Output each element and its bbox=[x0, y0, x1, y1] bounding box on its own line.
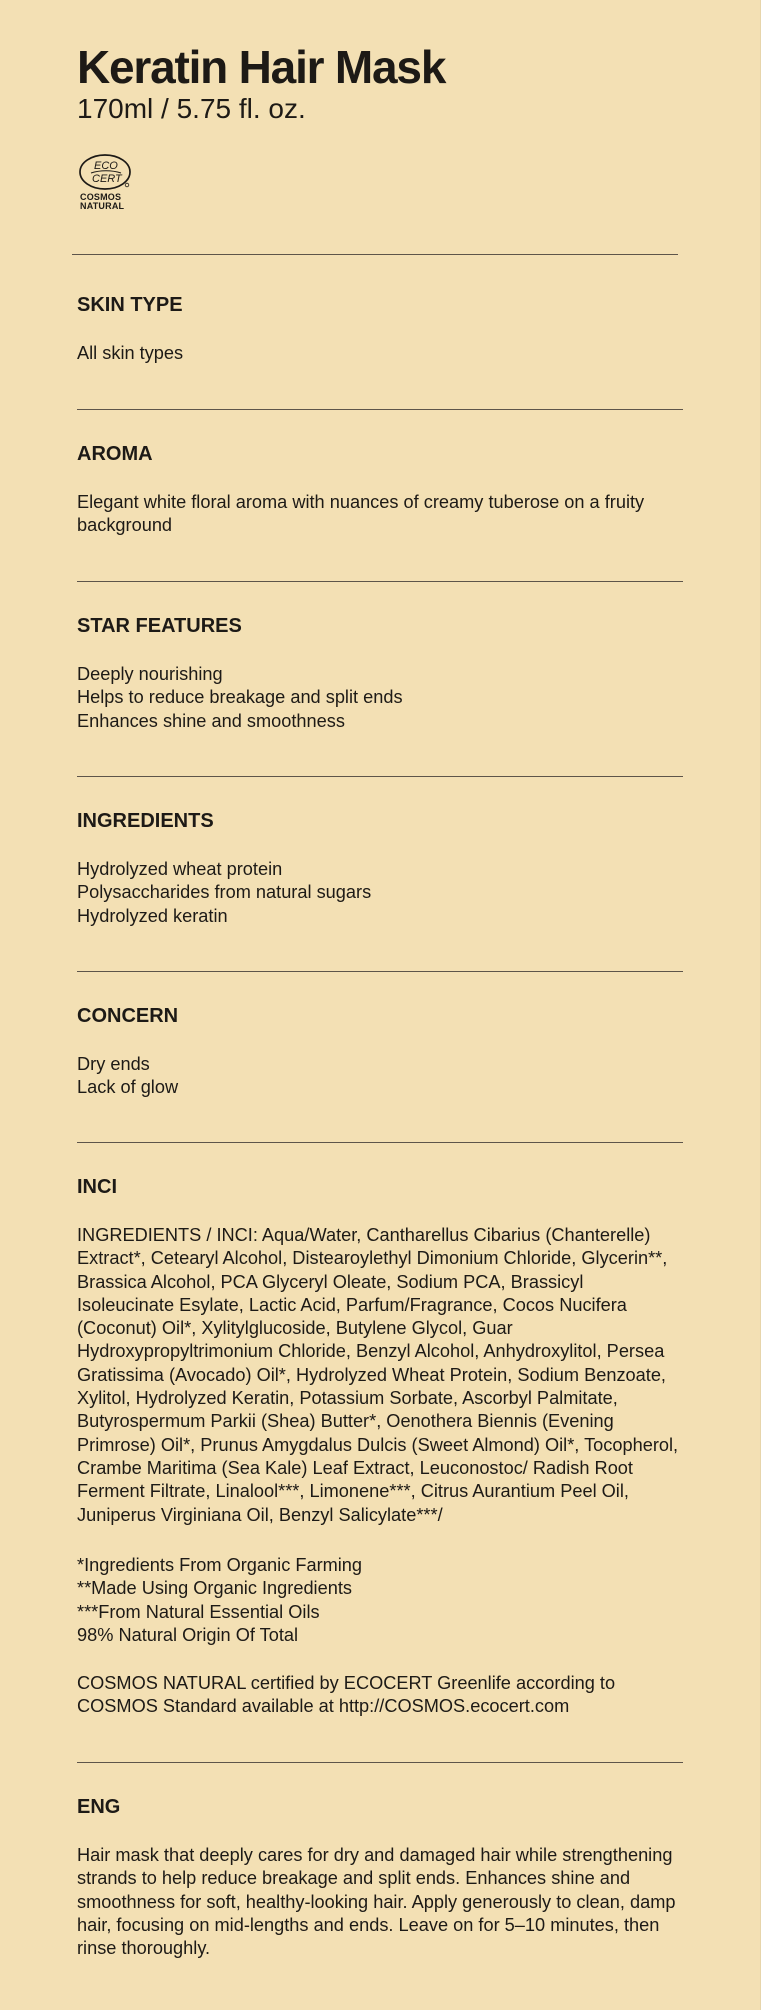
star-features-heading: STAR FEATURES bbox=[77, 615, 242, 637]
ecocert-logo-cert-text: CERT bbox=[92, 173, 122, 185]
ecocert-logo-eco-text: ECO bbox=[94, 160, 118, 172]
inci-heading: INCI bbox=[77, 1176, 117, 1198]
skin-type-heading: SKIN TYPE bbox=[77, 294, 183, 316]
product-volume: 170ml / 5.75 fl. oz. bbox=[77, 93, 306, 124]
ingredients-list bbox=[77, 858, 687, 928]
product-title: Keratin Hair Mask bbox=[77, 41, 446, 93]
english-description: Hair mask that deeply cares for dry and damaged hair while strengthening strands to help reduce breakage and split ends. Enhances shine and smoothness for soft, healthy-looking hair. Apply generously to clean, damp hair, focusing on mid-lengths and ends. Leave on for 5–10 minutes, then rinse thoroughly. bbox=[77, 1845, 676, 1959]
star-feature-item: Helps to reduce breakage and split ends bbox=[77, 687, 403, 708]
star-features-list bbox=[77, 663, 687, 733]
ecocert-seal-icon bbox=[78, 151, 136, 193]
ingredient-item: Hydrolyzed keratin bbox=[77, 905, 228, 926]
inci-note-item: *Ingredients From Organic Farming bbox=[77, 1555, 363, 1575]
concern-item: Lack of glow bbox=[77, 1077, 179, 1098]
section-divider bbox=[77, 971, 683, 972]
star-feature-item: Deeply nourishing bbox=[77, 664, 223, 684]
inci-note-item: ***From Natural Essential Oils bbox=[77, 1601, 320, 1622]
section-divider bbox=[77, 409, 683, 410]
concern-heading: CONCERN bbox=[77, 1005, 179, 1027]
cosmos-natural-label bbox=[80, 193, 136, 211]
section-divider bbox=[72, 254, 678, 255]
section-divider bbox=[77, 581, 683, 582]
inci-notes-list bbox=[77, 1554, 687, 1647]
concern-list bbox=[77, 1053, 687, 1100]
inci-note-item: **Made Using Organic Ingredients bbox=[77, 1578, 352, 1599]
concern-item: Dry ends bbox=[77, 1054, 150, 1074]
cosmos-label-line: COSMOS bbox=[80, 192, 122, 202]
inci-ingredients-paragraph: INGREDIENTS / INCI: Aqua/Water, Cantharellus Cibarius (Chanterelle) Extract*, Cetearyl Alcohol, Distearoylethyl Dimonium Chloride, Glycerin**, Brassica Alcohol, PCA Glyceryl Oleate, Sodium PCA, Brassicyl Isoleucinate Esylate, Lactic Acid, Parfum/Fragrance, Cocos Nucifera (Coconut) Oil*, Xylitylglucoside, Butylene Glycol, Guar Hydroxypropyltrimonium Chloride, Benzyl Alcohol, Anhydroxylitol, Persea Gratissima (Avocado) Oil*, Hydrolyzed Wheat Protein, Sodium Benzoate, Xylitol, Hydrolyzed Keratin, Potassium Sorbate, Ascorbyl Palmitate, Butyrospermum Parkii (Shea) Butter*, Oenothera Biennis (Evening Primrose) Oil*, Prunus Amygdalus Dulcis (Sweet Almond) Oil*, Tocopherol, Crambe Maritima (Sea Kale) Leaf Extract, Leuconostoc/ Radish Root Ferment Filtrate, Linalool***, Limonene***, Citrus Aurantium Peel Oil, Juniperus Virginiana Oil, Benzyl Salicylate***/ bbox=[77, 1225, 679, 1525]
section-divider bbox=[77, 776, 683, 777]
aroma-heading: AROMA bbox=[77, 443, 153, 465]
ingredients-heading: INGREDIENTS bbox=[77, 810, 214, 832]
ingredient-item: Polysaccharides from natural sugars bbox=[77, 882, 372, 903]
cosmos-certification-note: COSMOS NATURAL certified by ECOCERT Greenlife according to COSMOS Standard available at http://COSMOS.ecocert.com bbox=[77, 1673, 616, 1717]
natural-label-line: NATURAL bbox=[80, 201, 125, 211]
star-feature-item: Enhances shine and smoothness bbox=[77, 710, 345, 731]
ecocert-cosmos-natural-logo bbox=[78, 151, 136, 213]
aroma-text: Elegant white floral aroma with nuances of creamy tuberose on a fruity background bbox=[77, 492, 645, 536]
section-divider bbox=[77, 1142, 683, 1143]
english-heading: ENG bbox=[77, 1796, 121, 1818]
section-divider bbox=[77, 1762, 683, 1763]
inci-note-item: 98% Natural Origin Of Total bbox=[77, 1624, 299, 1645]
skin-type-text: All skin types bbox=[77, 343, 184, 363]
ingredient-item: Hydrolyzed wheat protein bbox=[77, 859, 283, 879]
